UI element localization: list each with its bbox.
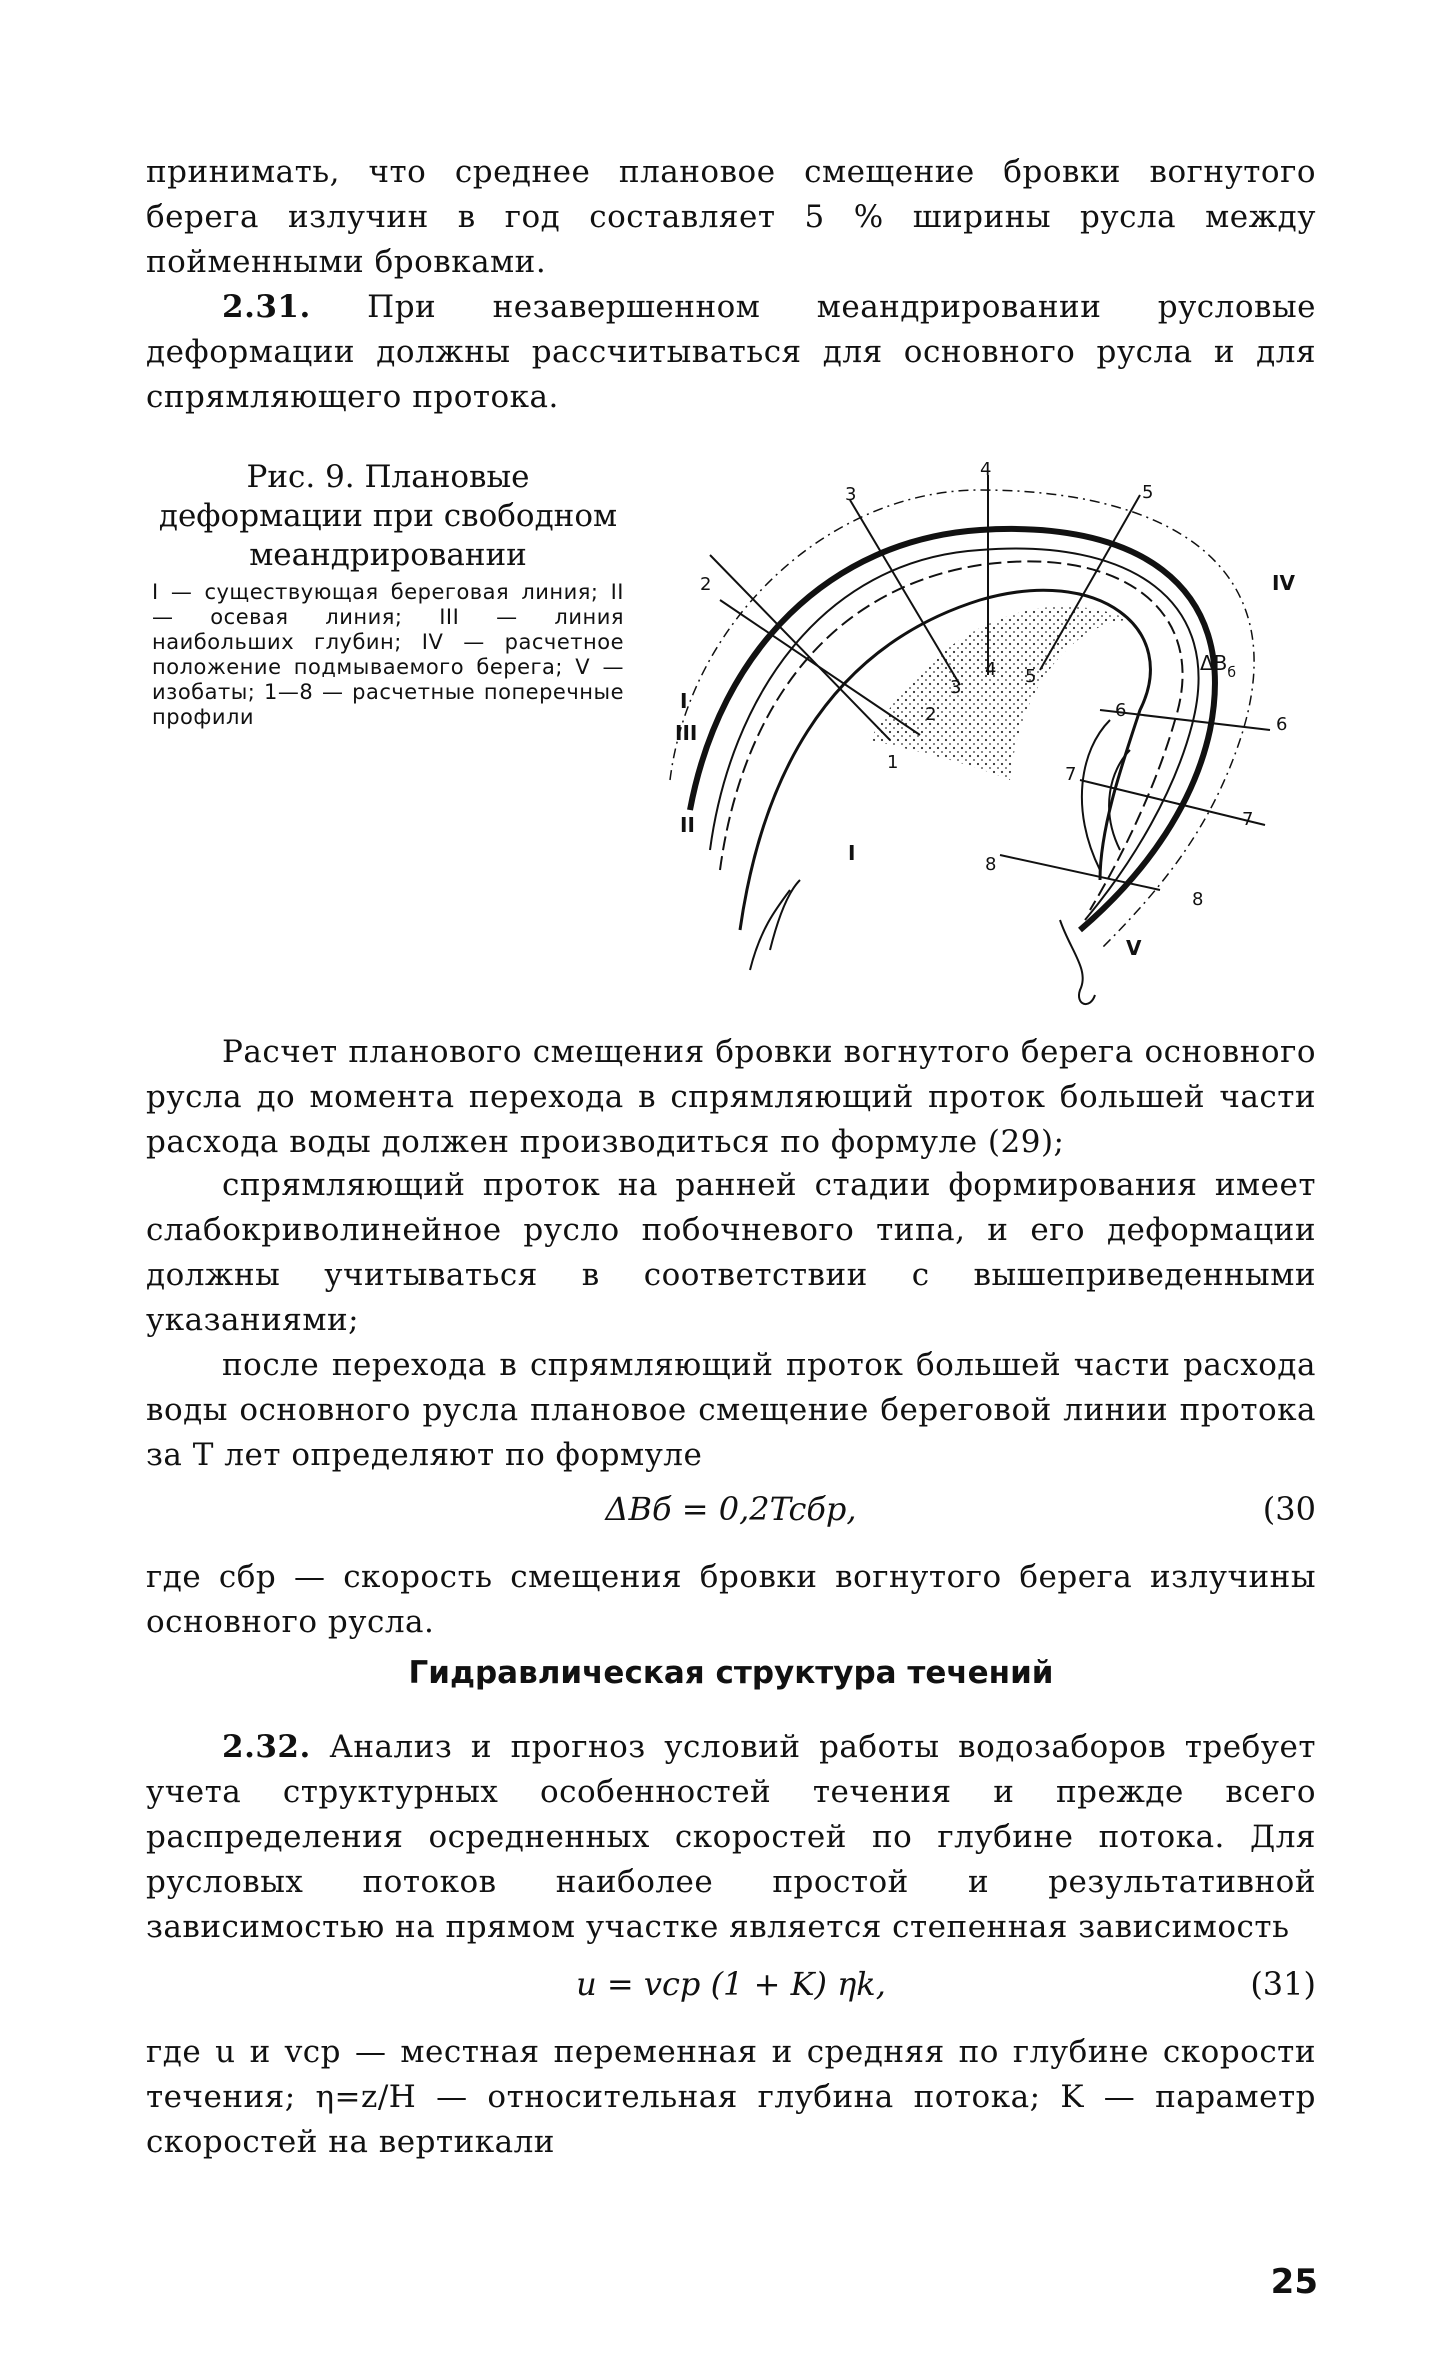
profile-label-6a: 6 (1115, 700, 1127, 721)
profile-label-3a: 3 (950, 677, 962, 698)
isobath-tail (1060, 920, 1095, 1004)
profile-label-8b: 8 (1192, 889, 1204, 910)
figure-caption-title: Рис. 9. Плановые деформации при свободном меандрировании (158, 459, 618, 573)
profile-label-2b: 2 (700, 574, 712, 595)
page-number: 25 (1270, 2262, 1318, 2302)
paragraph-3: Расчет планового смещения бровки вогнутого берега основного русла до момента перехода в спрямляющий проток большей части расхода воды должен производиться по формуле (29); (146, 1034, 1316, 1160)
paragraph-2-31 (146, 285, 1316, 420)
roman-label-I-right: I (848, 841, 856, 865)
profile-label-1a: 1 (887, 752, 899, 773)
profile-label-8a: 8 (985, 854, 997, 875)
profile-label-2a: 2 (925, 704, 937, 725)
isobath-lines (750, 720, 1130, 970)
roman-label-III: III (675, 721, 698, 745)
paragraph-5: после перехода в спрямляющий проток большей части расхода воды основного русла плановое смещение береговой линии протока за T лет определяют по формуле (146, 1347, 1316, 1473)
formula-30-expression: ΔBб = 0,2Tcбр, (605, 1490, 857, 1528)
roman-label-I-left: I (680, 689, 688, 713)
profile-label-7b: 7 (1242, 809, 1254, 830)
roman-label-II: II (680, 813, 695, 837)
section-heading: Гидравлическая структура течений (408, 1655, 1054, 1691)
paragraph-text: Анализ и прогноз условий работы водозаборов требует учета структурных особенностей течения и прежде всего распределения осредненных скоростей по глубине потока. Для русловых потоков наиболее простой и результативной зависимостью на прямом участке является степенная зависимость (146, 1729, 1316, 1945)
roman-label-V: V (1126, 936, 1142, 960)
paragraph-7: где u и vср — местная переменная и средняя по глубине скорости течения; η=z/H — относительная глубина потока; K — параметр скоростей на вертикали (146, 2034, 1316, 2160)
paragraph-1: принимать, что среднее плановое смещение бровки вогнутого берега излучин в год составляет 5 % ширины русла между пойменными бровками. (146, 154, 1316, 280)
roman-label-IV: IV (1272, 571, 1295, 595)
formula-30 (146, 1490, 1316, 1540)
figure-caption-legend: I — существующая береговая линия; II — осевая линия; III — линия наибольших глубин; IV — расчетное положение подмываемого берега; V — изобаты; 1—8 — расчетные поперечные профили (152, 580, 624, 729)
paragraph-6: где cбр — скорость смещения бровки вогнутого берега излучины основного русла. (146, 1559, 1316, 1640)
clause-number: 2.32. (222, 1729, 311, 1765)
profile-label-5a: 5 (1025, 666, 1037, 687)
paragraph-4: спрямляющий проток на ранней стадии формирования имеет слабокриволинейное русло побочневого типа, и его деформации должны учитываться в соответствии с вышеприведенными указаниями; (146, 1167, 1316, 1338)
formula-31 (146, 1965, 1316, 2015)
formula-31-number: (31) (1250, 1965, 1316, 2003)
paragraph-2-32 (146, 1725, 1316, 1950)
formula-31-expression: u = vср (1 + K) ηk, (576, 1965, 886, 2003)
profile-label-4a: 4 (985, 659, 997, 680)
delta-b-symbol: ΔB (1200, 651, 1228, 675)
delta-b-subscript: б (1227, 665, 1237, 681)
paragraph-text: При незавершенном меандрировании русловые деформации должны рассчитываться для основного русла и для спрямляющего протока. (146, 289, 1316, 415)
meander-deformation-figure (675, 450, 1340, 1010)
bank-line-inner (740, 590, 1150, 930)
profile-label-3b: 3 (845, 484, 857, 505)
profile-label-4b: 4 (980, 459, 992, 480)
profile-label-7a: 7 (1065, 764, 1077, 785)
profile-label-5b: 5 (1142, 482, 1154, 503)
delta-b-label (1200, 651, 1236, 681)
profile-label-6b: 6 (1276, 714, 1288, 735)
clause-number: 2.31. (222, 289, 311, 325)
formula-30-number: (30 (1262, 1490, 1316, 1528)
